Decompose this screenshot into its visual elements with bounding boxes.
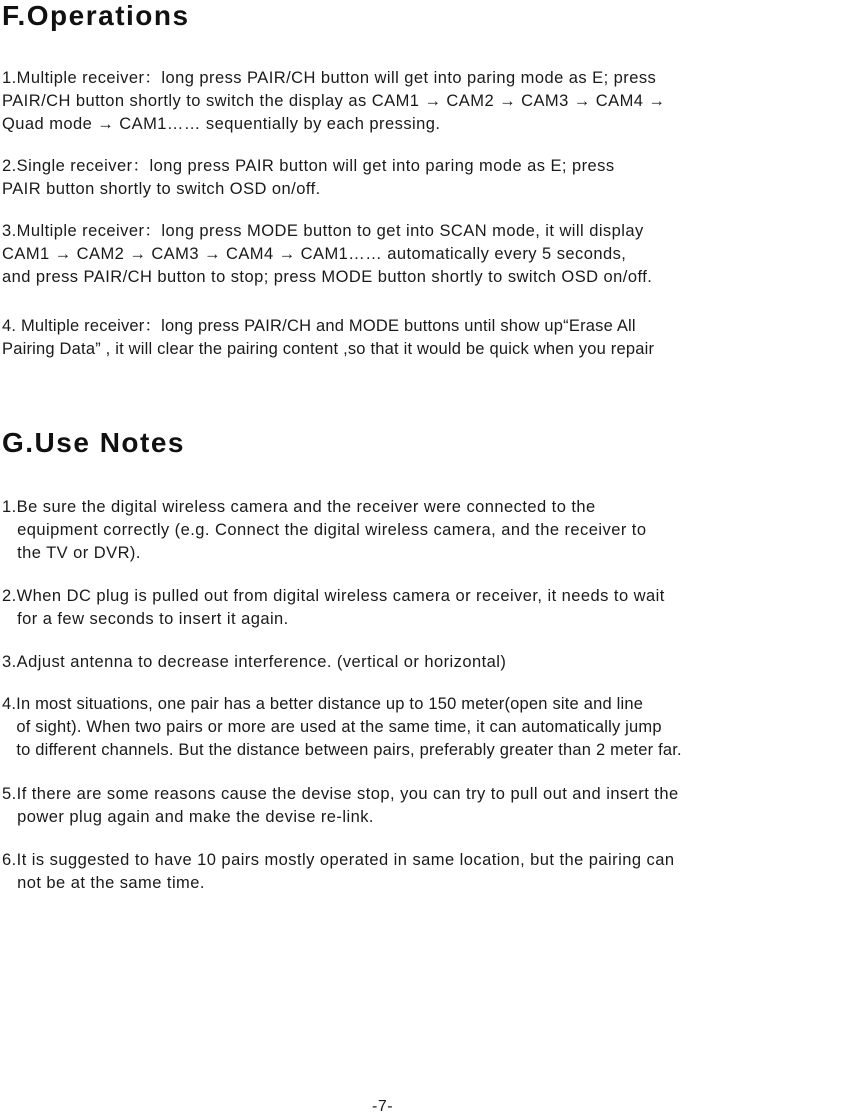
operations-item-1: 1.Multiple receiver：long press PAIR/CH button will get into paring mode as E; press PAIR/CH button shortly to switch the display as CAM1 → CAM2 → CAM3 → CAM4 → Quad mode → CAM1…… sequentially by each pressing. <box>2 69 666 133</box>
section-title-operations: F.Operations <box>2 0 190 31</box>
page-number: -7- <box>372 1098 394 1115</box>
use-notes-item-1: 1.Be sure the digital wireless camera and the receiver were connected to the equipment correctly (e.g. Connect the digital wireless camera, and the receiver to the TV or DVR). <box>2 498 647 562</box>
operations-item-3: 3.Multiple receiver：long press MODE button to get into SCAN mode, it will display CAM1 → CAM2 → CAM3 → CAM4 → CAM1…… automatically every 5 seconds, and press PAIR/CH button to stop; press MODE button shortly to switch OSD on/off. <box>2 222 653 286</box>
use-notes-item-3: 3.Adjust antenna to decrease interference. (vertical or horizontal) <box>2 653 507 671</box>
use-notes-item-2: 2.When DC plug is pulled out from digital wireless camera or receiver, it needs to wait for a few seconds to insert it again. <box>2 587 665 628</box>
operations-item-2: 2.Single receiver：long press PAIR button will get into paring mode as E; press PAIR button shortly to switch OSD on/off. <box>2 157 615 198</box>
use-notes-item-6: 6.It is suggested to have 10 pairs mostly operated in same location, but the pairing can not be at the same time. <box>2 851 675 892</box>
use-notes-item-5: 5.If there are some reasons cause the devise stop, you can try to pull out and insert the power plug again and make the devise re-link. <box>2 785 679 826</box>
use-notes-item-4: 4.In most situations, one pair has a better distance up to 150 meter(open site and line of sight). When two pairs or more are used at the same time, it can automatically jump to different channels. But the distance between pairs, preferably greater than 2 meter far. <box>2 695 682 759</box>
section-title-use-notes: G.Use Notes <box>2 427 185 458</box>
operations-item-4: 4. Multiple receiver：long press PAIR/CH and MODE buttons until show up“Erase All Pairing Data” , it will clear the pairing content ,so that it would be quick when you repair <box>2 317 655 358</box>
